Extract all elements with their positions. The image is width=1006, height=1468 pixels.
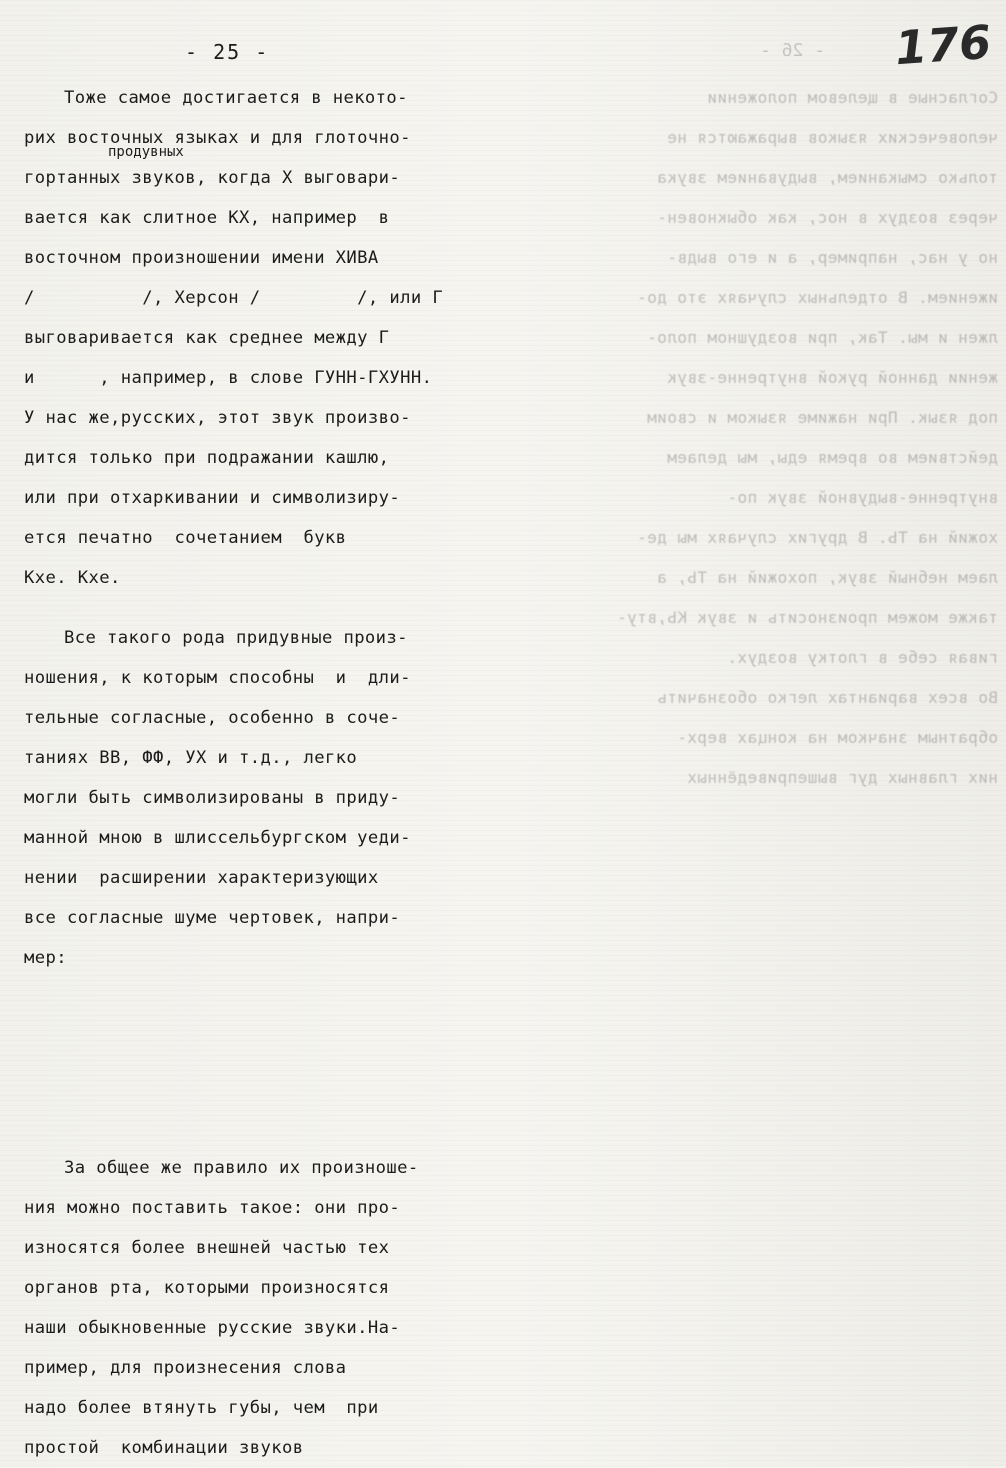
text-line: вается как слитное КХ, например в	[24, 208, 390, 228]
bleed-line: обратным значком на концах верх-	[676, 728, 998, 747]
text-line: могли быть символизированы в приду-	[24, 788, 401, 808]
text-line: ношения, к которым способны и дли-	[24, 668, 411, 688]
handwritten-archive-number: 176	[893, 14, 993, 76]
bleed-line: действием во время еды, мы делаем	[666, 448, 998, 467]
text-line: выговаривается как среднее между Г	[24, 328, 390, 348]
bleed-line: ижением. В отдельных случаях это до-	[636, 288, 998, 307]
bleed-through-column	[528, 78, 998, 798]
text-line: пример, для произнесения слова	[24, 1358, 347, 1378]
bleed-through-header: - 26 -	[760, 40, 826, 61]
blank-space	[24, 978, 514, 1148]
bleed-line: них главных дуг вышеприведённых	[686, 768, 998, 787]
text-line: рих восточных языках и для глоточно-	[24, 128, 411, 148]
bleed-line: хожий на ТЬ. В других случаях мы де-	[636, 528, 998, 547]
bleed-line: Согласные в щелевом положении	[707, 88, 998, 107]
main-text-column	[24, 78, 514, 1468]
text-line: манной мною в шлиссельбургском уеди-	[24, 828, 411, 848]
text-line: и , например, в слове ГУНН-ГХУНН.	[24, 368, 433, 388]
bleed-line: через воздух в нос, как обыкновен-	[656, 208, 998, 227]
text-line: мер:	[24, 948, 67, 968]
paragraph-3	[24, 1148, 514, 1468]
paragraph-2	[24, 618, 514, 978]
bleed-line: но у нас, например, а и его выдв-	[666, 248, 998, 267]
text-line: нении расширении характеризующих	[24, 868, 379, 888]
text-line: Все такого рода придувные произ-	[64, 628, 408, 648]
text-line: надо более втянуть губы, чем при	[24, 1398, 379, 1418]
text-line: Тоже самое достигается в некото-	[64, 88, 408, 108]
bleed-line: также можем произносить и звук КЬ,вту-	[616, 608, 998, 627]
bleed-line: внутренне-выдувной звук по-	[727, 488, 998, 507]
text-line: все согласные шуме чертовек, напри-	[24, 908, 401, 928]
bleed-line: под язык. При нажиме языком и своим	[646, 408, 998, 427]
bleed-line: жении данной рукой внутренне-звук	[666, 368, 998, 387]
bleed-line: только смыканием, выдуванием звука	[656, 168, 998, 187]
paragraph-1	[24, 78, 514, 598]
interlinear-insert: продувных	[108, 144, 184, 160]
text-line: дится только при подражании кашлю,	[24, 448, 390, 468]
text-line: органов рта, которыми произносятся	[24, 1278, 390, 1298]
text-line: простой комбинации звуков	[24, 1438, 304, 1458]
text-line: износятся более внешней частью тех	[24, 1238, 390, 1258]
text-line: / /, Херсон / /, или Г	[24, 288, 444, 308]
text-line: наши обыкновенные русские звуки.На-	[24, 1318, 401, 1338]
bleed-line: гивая себе в глотку воздух.	[727, 648, 998, 667]
text-line: восточном произношении имени ХИВА	[24, 248, 379, 268]
text-line: ния можно поставить такое: они про-	[24, 1198, 401, 1218]
text-line: гортанных звуков, когда Х выговари-	[24, 168, 401, 188]
text-line: Кхе. Кхе.	[24, 568, 121, 588]
text-line: За общее же правило их произноше-	[64, 1158, 419, 1178]
text-line: таниях ВВ, ФФ, УХ и т.д., легко	[24, 748, 358, 768]
page-number: - 25 -	[185, 40, 270, 64]
bleed-line: лжен и мы. Так, при воздушном поло-	[646, 328, 998, 347]
text-line: У нас же,русских, этот звук произво-	[24, 408, 411, 428]
text-line: ется печатно сочетанием букв	[24, 528, 347, 548]
bleed-line: Во всех вариантах легко обозначить	[656, 688, 998, 707]
text-line: или при отхаркивании и символизиру-	[24, 488, 401, 508]
text-line: тельные согласные, особенно в соче-	[24, 708, 401, 728]
bleed-line: лаем небный звук, похожий на ТЬ, а	[656, 568, 998, 587]
bleed-line: человеческих языков выражаются не	[666, 128, 998, 147]
